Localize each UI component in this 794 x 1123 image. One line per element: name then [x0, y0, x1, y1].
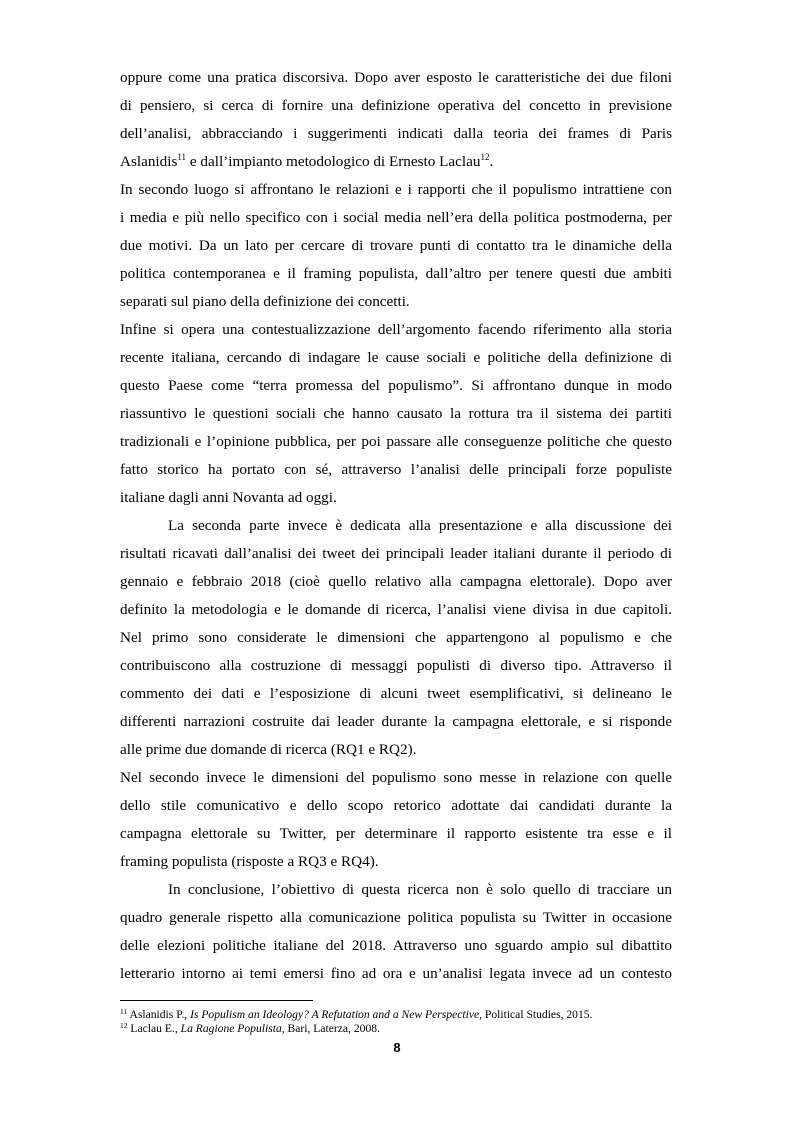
text-line: In conclusione, l’obiettivo di questa ricerca non è solo quello di tracciare un [168, 881, 672, 898]
footnote-author: Aslanidis P., [127, 1008, 191, 1021]
footnote-11 [120, 1008, 680, 1022]
text-line: i media e più nello specifico con i social media nell’era della politica postmoderna, per [120, 209, 672, 226]
text-line: politica contemporanea e il framing populista, dall’altro per tenere questi due ambiti [120, 265, 672, 282]
text-line: due motivi. Da un lato per cercare di trovare punti di contatto tra le dinamiche della [120, 237, 672, 254]
text-line: In secondo luogo si affrontano le relazioni e i rapporti che il populismo intrattiene con [120, 181, 672, 198]
text-line: Infine si opera una contestualizzazione dell’argomento facendo riferimento alla storia [120, 321, 672, 338]
text-line: alle prime due domande di ricerca (RQ1 e RQ2). [120, 741, 417, 758]
text-line-with-refs [120, 148, 672, 176]
text-segment: Aslanidis [120, 153, 178, 170]
text-line: La seconda parte invece è dedicata alla presentazione e alla discussione dei [168, 517, 672, 534]
footnote-number: 12 [120, 1021, 128, 1030]
footnote-source: , Political Studies, 2015. [479, 1008, 593, 1021]
text-line: quadro generale rispetto alla comunicazione politica populista su Twitter in occasione [120, 909, 672, 926]
text-line: tradizionali e l’opinione pubblica, per poi passare alle conseguenze politiche che questo [120, 433, 672, 450]
text-line: dell’analisi, abbracciando i suggerimenti indicati dalla teoria dei frames di Paris [120, 125, 672, 142]
text-line: recente italiana, cercando di indagare le cause sociali e politiche della definizione di [120, 349, 672, 366]
footnote-ref[interactable]: 11 [177, 152, 187, 162]
text-line: italiane dagli anni Novanta ad oggi. [120, 489, 337, 506]
text-line: framing populista (risposte a RQ3 e RQ4). [120, 853, 379, 870]
text-line: di pensiero, si cerca di fornire una definizione operativa del concetto in previsione [120, 97, 672, 114]
text-line: definito la metodologia e le domande di ricerca, l’analisi viene divisa in due capitoli. [120, 601, 672, 618]
text-line: separati sul piano della definizione dei concetti. [120, 293, 410, 310]
text-line: commento dei dati e l’esposizione di alcuni tweet esemplificativi, si delineano le [120, 685, 672, 702]
text-line: risultati ricavati dall’analisi dei tweet dei principali leader italiani durante il periodo di [120, 545, 672, 562]
footnote-ref[interactable]: 12 [480, 152, 490, 162]
text-line: campagna elettorale su Twitter, per determinare il rapporto esistente tra esse e il [120, 825, 672, 842]
footnote-source: , Bari, Laterza, 2008. [281, 1022, 380, 1035]
text-segment: . [489, 153, 494, 170]
footnote-author: Laclau E., [127, 1022, 181, 1035]
text-line: riassuntivo le questioni sociali che hanno causato la rottura tra il sistema dei partiti [120, 405, 672, 422]
footnote-separator [120, 1000, 313, 1001]
text-line: dello stile comunicativo e dello scopo retorico adottate dai candidati durante la [120, 797, 672, 814]
text-segment: e dall’impianto metodologico di Ernesto Laclau [186, 153, 481, 170]
footnote-number: 11 [120, 1007, 128, 1016]
text-line: delle elezioni politiche italiane del 2018. Attraverso uno sguardo ampio sul dibattito [120, 937, 672, 954]
text-line: differenti narrazioni costruite dai leader durante la campagna elettorale, e si risponde [120, 713, 672, 730]
text-line: Nel primo sono considerate le dimensioni che appartengono al populismo e che [120, 629, 672, 646]
text-line: oppure come una pratica discorsiva. Dopo aver esposto le caratteristiche dei due filoni [120, 69, 672, 86]
text-line: contribuiscono alla costruzione di messaggi populisti di diverso tipo. Attraverso il [120, 657, 672, 674]
text-line: gennaio e febbraio 2018 (cioè quello relativo alla campagna elettorale). Dopo aver [120, 573, 672, 590]
text-line: letterario intorno ai temi emersi fino ad ora e un’analisi legata invece ad un contesto [120, 965, 672, 982]
footnote-title: Is Populism an Ideology? A Refutation and a New Perspective [190, 1008, 480, 1021]
text-line: Nel secondo invece le dimensioni del populismo sono messe in relazione con quelle [120, 769, 672, 786]
text-line: fatto storico ha portato con sé, attraverso l’analisi delle principali forze populiste [120, 461, 672, 478]
page-number: 8 [393, 1040, 401, 1055]
footnote-title: La Ragione Populista [180, 1022, 282, 1035]
text-line: questo Paese come “terra promessa del populismo”. Si affrontano dunque in modo [120, 377, 672, 394]
footnote-12 [120, 1022, 680, 1036]
